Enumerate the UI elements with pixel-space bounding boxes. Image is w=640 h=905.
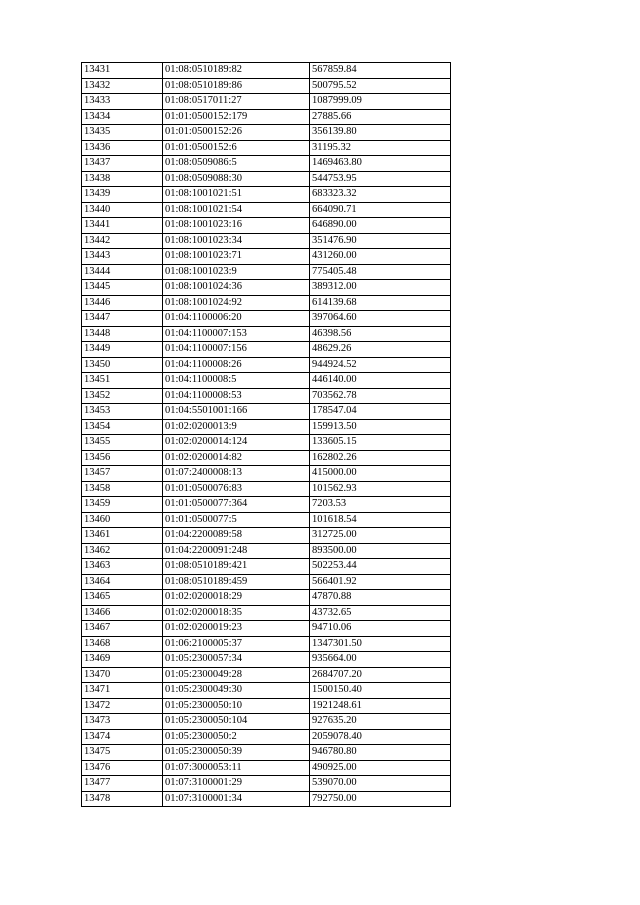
table-row	[82, 745, 451, 761]
table-row	[82, 450, 451, 466]
value-cell: 31195.32	[310, 140, 451, 156]
cadastral-number-cell: 01:01:0500152:6	[163, 140, 310, 156]
value-cell: 356139.80	[310, 125, 451, 141]
row-number-cell: 13435	[82, 125, 163, 141]
table-row	[82, 94, 451, 110]
table-row	[82, 218, 451, 234]
table-row	[82, 776, 451, 792]
cadastral-number-cell: 01:08:0509088:30	[163, 171, 310, 187]
table-row	[82, 295, 451, 311]
cadastral-number-cell: 01:05:2300057:34	[163, 652, 310, 668]
row-number-cell: 13434	[82, 109, 163, 125]
cadastral-number-cell: 01:05:2300050:2	[163, 729, 310, 745]
row-number-cell: 13472	[82, 698, 163, 714]
row-number-cell: 13452	[82, 388, 163, 404]
value-cell: 539070.00	[310, 776, 451, 792]
value-cell: 792750.00	[310, 791, 451, 807]
table-row	[82, 512, 451, 528]
value-cell: 162802.26	[310, 450, 451, 466]
table-row	[82, 698, 451, 714]
row-number-cell: 13444	[82, 264, 163, 280]
table-row	[82, 667, 451, 683]
cadastral-number-cell: 01:08:0517011:27	[163, 94, 310, 110]
table-row	[82, 63, 451, 79]
cadastral-number-cell: 01:07:3100001:29	[163, 776, 310, 792]
row-number-cell: 13477	[82, 776, 163, 792]
table-row	[82, 419, 451, 435]
row-number-cell: 13474	[82, 729, 163, 745]
row-number-cell: 13470	[82, 667, 163, 683]
row-number-cell: 13478	[82, 791, 163, 807]
table-row	[82, 171, 451, 187]
cadastral-number-cell: 01:04:1100006:20	[163, 311, 310, 327]
value-cell: 566401.92	[310, 574, 451, 590]
row-number-cell: 13440	[82, 202, 163, 218]
cadastral-number-cell: 01:08:1001024:92	[163, 295, 310, 311]
table-row	[82, 249, 451, 265]
cadastral-number-cell: 01:05:2300050:10	[163, 698, 310, 714]
cadastral-number-cell: 01:07:2400008:13	[163, 466, 310, 482]
value-cell: 775405.48	[310, 264, 451, 280]
value-cell: 43732.65	[310, 605, 451, 621]
row-number-cell: 13443	[82, 249, 163, 265]
cadastral-number-cell: 01:08:1001023:71	[163, 249, 310, 265]
value-cell: 490925.00	[310, 760, 451, 776]
cadastral-number-cell: 01:07:3000053:11	[163, 760, 310, 776]
value-cell: 101618.54	[310, 512, 451, 528]
value-cell: 2684707.20	[310, 667, 451, 683]
table-row	[82, 311, 451, 327]
value-cell: 944924.52	[310, 357, 451, 373]
table-row	[82, 652, 451, 668]
cadastral-number-cell: 01:06:2100005:37	[163, 636, 310, 652]
table-row	[82, 760, 451, 776]
table-row	[82, 202, 451, 218]
row-number-cell: 13455	[82, 435, 163, 451]
value-cell: 7203.53	[310, 497, 451, 513]
cadastral-number-cell: 01:01:0500077:5	[163, 512, 310, 528]
cadastral-number-cell: 01:08:1001024:36	[163, 280, 310, 296]
row-number-cell: 13451	[82, 373, 163, 389]
value-cell: 27885.66	[310, 109, 451, 125]
table-row	[82, 605, 451, 621]
value-cell: 133605.15	[310, 435, 451, 451]
cadastral-number-cell: 01:05:2300049:28	[163, 667, 310, 683]
row-number-cell: 13441	[82, 218, 163, 234]
row-number-cell: 13457	[82, 466, 163, 482]
cadastral-number-cell: 01:04:1100008:53	[163, 388, 310, 404]
value-cell: 1347301.50	[310, 636, 451, 652]
row-number-cell: 13454	[82, 419, 163, 435]
value-cell: 2059078.40	[310, 729, 451, 745]
table-row	[82, 791, 451, 807]
table-row	[82, 714, 451, 730]
table-row	[82, 543, 451, 559]
cadastral-number-cell: 01:01:0500152:179	[163, 109, 310, 125]
cadastral-number-cell: 01:01:0500076:83	[163, 481, 310, 497]
table-row	[82, 574, 451, 590]
row-number-cell: 13446	[82, 295, 163, 311]
value-cell: 94710.06	[310, 621, 451, 637]
row-number-cell: 13458	[82, 481, 163, 497]
data-table	[81, 62, 451, 807]
table-row	[82, 125, 451, 141]
cadastral-number-cell: 01:08:0509086:5	[163, 156, 310, 172]
row-number-cell: 13468	[82, 636, 163, 652]
value-cell: 446140.00	[310, 373, 451, 389]
value-cell: 431260.00	[310, 249, 451, 265]
table-row	[82, 435, 451, 451]
table-row	[82, 636, 451, 652]
row-number-cell: 13445	[82, 280, 163, 296]
value-cell: 159913.50	[310, 419, 451, 435]
cadastral-number-cell: 01:08:1001023:9	[163, 264, 310, 280]
row-number-cell: 13432	[82, 78, 163, 94]
cadastral-number-cell: 01:01:0500077:364	[163, 497, 310, 513]
cadastral-number-cell: 01:04:1100008:26	[163, 357, 310, 373]
cadastral-number-cell: 01:08:0510189:421	[163, 559, 310, 575]
cadastral-number-cell: 01:08:1001021:51	[163, 187, 310, 203]
row-number-cell: 13473	[82, 714, 163, 730]
value-cell: 502253.44	[310, 559, 451, 575]
value-cell: 46398.56	[310, 326, 451, 342]
cadastral-number-cell: 01:01:0500152:26	[163, 125, 310, 141]
row-number-cell: 13439	[82, 187, 163, 203]
row-number-cell: 13450	[82, 357, 163, 373]
row-number-cell: 13449	[82, 342, 163, 358]
table-row	[82, 109, 451, 125]
cadastral-number-cell: 01:05:2300050:39	[163, 745, 310, 761]
value-cell: 544753.95	[310, 171, 451, 187]
table-row	[82, 342, 451, 358]
cadastral-number-cell: 01:04:1100007:156	[163, 342, 310, 358]
table-row	[82, 388, 451, 404]
row-number-cell: 13431	[82, 63, 163, 79]
cadastral-number-cell: 01:05:2300049:30	[163, 683, 310, 699]
value-cell: 101562.93	[310, 481, 451, 497]
table-row	[82, 156, 451, 172]
value-cell: 415000.00	[310, 466, 451, 482]
value-cell: 1087999.09	[310, 94, 451, 110]
table-row	[82, 357, 451, 373]
value-cell: 397064.60	[310, 311, 451, 327]
table-row	[82, 481, 451, 497]
table-row	[82, 559, 451, 575]
cadastral-number-cell: 01:08:0510189:82	[163, 63, 310, 79]
cadastral-number-cell: 01:08:0510189:86	[163, 78, 310, 94]
value-cell: 946780.80	[310, 745, 451, 761]
cadastral-number-cell: 01:08:0510189:459	[163, 574, 310, 590]
value-cell: 935664.00	[310, 652, 451, 668]
row-number-cell: 13453	[82, 404, 163, 420]
value-cell: 646890.00	[310, 218, 451, 234]
cadastral-number-cell: 01:08:1001023:34	[163, 233, 310, 249]
cadastral-number-cell: 01:04:2200091:248	[163, 543, 310, 559]
cadastral-number-cell: 01:04:5501001:166	[163, 404, 310, 420]
value-cell: 664090.71	[310, 202, 451, 218]
cadastral-number-cell: 01:04:1100007:153	[163, 326, 310, 342]
value-cell: 567859.84	[310, 63, 451, 79]
value-cell: 893500.00	[310, 543, 451, 559]
row-number-cell: 13476	[82, 760, 163, 776]
cadastral-number-cell: 01:02:0200018:29	[163, 590, 310, 606]
row-number-cell: 13456	[82, 450, 163, 466]
cadastral-number-cell: 01:08:1001023:16	[163, 218, 310, 234]
cadastral-number-cell: 01:02:0200013:9	[163, 419, 310, 435]
value-cell: 927635.20	[310, 714, 451, 730]
table-row	[82, 404, 451, 420]
value-cell: 500795.52	[310, 78, 451, 94]
row-number-cell: 13461	[82, 528, 163, 544]
value-cell: 351476.90	[310, 233, 451, 249]
row-number-cell: 13460	[82, 512, 163, 528]
value-cell: 614139.68	[310, 295, 451, 311]
table-row	[82, 373, 451, 389]
row-number-cell: 13471	[82, 683, 163, 699]
table-row	[82, 621, 451, 637]
cadastral-number-cell: 01:02:0200018:35	[163, 605, 310, 621]
value-cell: 389312.00	[310, 280, 451, 296]
table-row	[82, 326, 451, 342]
row-number-cell: 13466	[82, 605, 163, 621]
value-cell: 312725.00	[310, 528, 451, 544]
value-cell: 1500150.40	[310, 683, 451, 699]
cadastral-number-cell: 01:04:2200089:58	[163, 528, 310, 544]
value-cell: 1469463.80	[310, 156, 451, 172]
table-row	[82, 528, 451, 544]
table-row	[82, 78, 451, 94]
row-number-cell: 13475	[82, 745, 163, 761]
cadastral-number-cell: 01:08:1001021:54	[163, 202, 310, 218]
cadastral-number-cell: 01:07:3100001:34	[163, 791, 310, 807]
table-row	[82, 280, 451, 296]
row-number-cell: 13436	[82, 140, 163, 156]
row-number-cell: 13433	[82, 94, 163, 110]
row-number-cell: 13469	[82, 652, 163, 668]
row-number-cell: 13464	[82, 574, 163, 590]
cadastral-number-cell: 01:04:1100008:5	[163, 373, 310, 389]
table-row	[82, 497, 451, 513]
row-number-cell: 13447	[82, 311, 163, 327]
table-row	[82, 466, 451, 482]
cadastral-number-cell: 01:05:2300050:104	[163, 714, 310, 730]
table-row	[82, 590, 451, 606]
table-row	[82, 264, 451, 280]
table-row	[82, 187, 451, 203]
row-number-cell: 13462	[82, 543, 163, 559]
table-row	[82, 140, 451, 156]
table-row	[82, 683, 451, 699]
row-number-cell: 13467	[82, 621, 163, 637]
row-number-cell: 13465	[82, 590, 163, 606]
cadastral-number-cell: 01:02:0200014:124	[163, 435, 310, 451]
table-body	[82, 63, 451, 807]
row-number-cell: 13442	[82, 233, 163, 249]
row-number-cell: 13459	[82, 497, 163, 513]
row-number-cell: 13463	[82, 559, 163, 575]
value-cell: 178547.04	[310, 404, 451, 420]
row-number-cell: 13448	[82, 326, 163, 342]
value-cell: 48629.26	[310, 342, 451, 358]
value-cell: 683323.32	[310, 187, 451, 203]
value-cell: 47870.88	[310, 590, 451, 606]
row-number-cell: 13437	[82, 156, 163, 172]
cadastral-number-cell: 01:02:0200019:23	[163, 621, 310, 637]
row-number-cell: 13438	[82, 171, 163, 187]
table-row	[82, 729, 451, 745]
value-cell: 703562.78	[310, 388, 451, 404]
cadastral-number-cell: 01:02:0200014:82	[163, 450, 310, 466]
table-row	[82, 233, 451, 249]
value-cell: 1921248.61	[310, 698, 451, 714]
